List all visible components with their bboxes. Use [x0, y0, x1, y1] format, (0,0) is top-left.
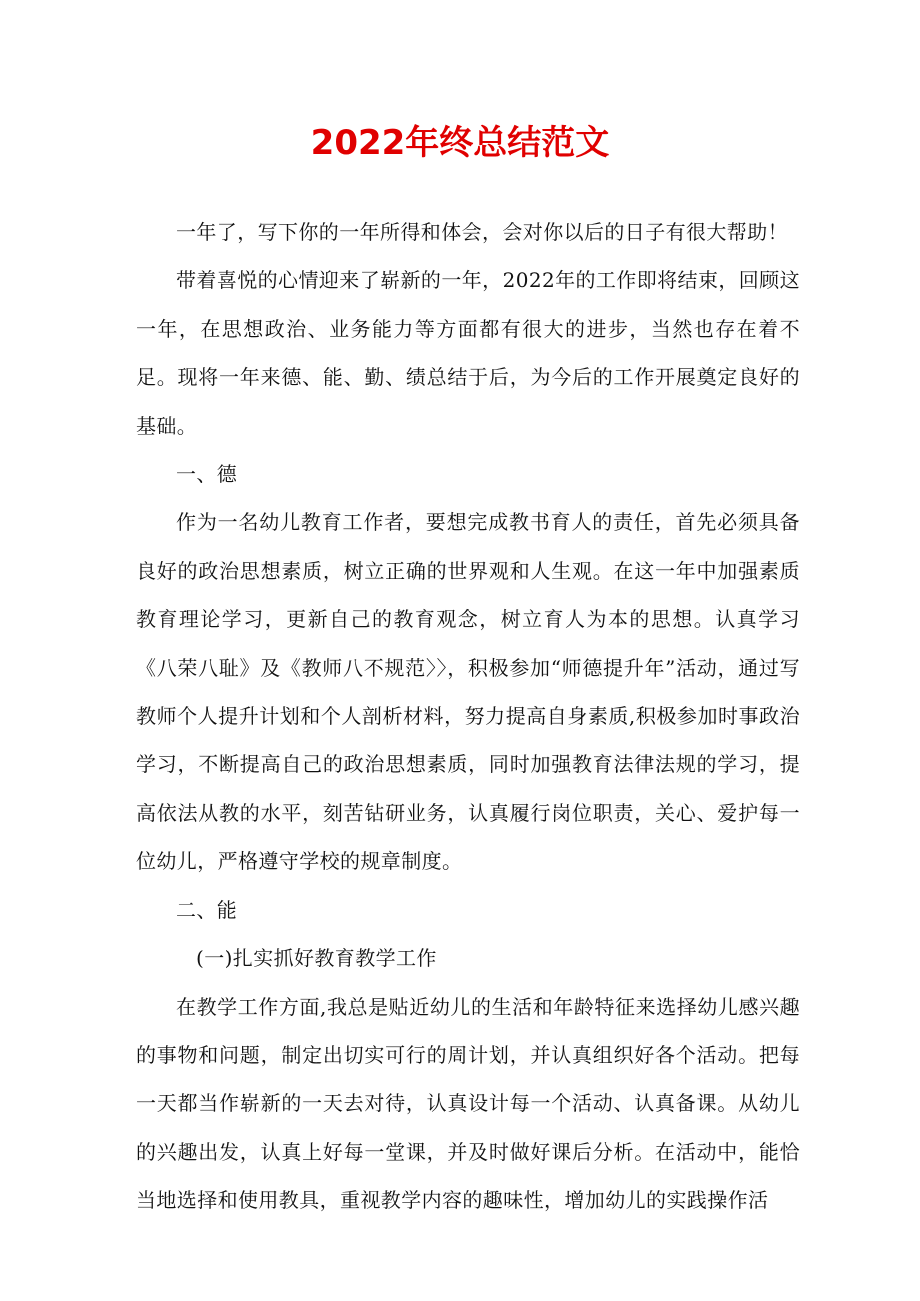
teaching-paragraph: 在教学工作方面,我总是贴近幼儿的生活和年龄特征来选择幼儿感兴趣的事物和问题，制定出切实可行的周计划，并认真组织好各个活动。把每一天都当作崭新的一天去对待，认真设计每一个活动、认真备课。从幼儿的兴趣出发，认真上好每一堂课，并及时做好课后分析。在活动中，能恰当地选择和使用教具，重视教学内容的趣味性，增加幼儿的实践操作活: [136, 994, 800, 1213]
document-title: 2022年终总结范文: [310, 123, 610, 163]
section-heading-neng: 二、能: [176, 897, 238, 922]
document-body: [136, 208, 800, 1225]
section-heading-de: 一、德: [176, 462, 238, 487]
section-de-paragraph: 作为一名幼儿教育工作者，要想完成教书育人的责任，首先必须具备良好的政治思想素质，树立正确的世界观和人生观。在这一年中加强素质教育理论学习，更新自己的教育观念，树立育人为本的思想。认真学习《八荣八耻》及《教师八不规范〉〉，积极参加“师德提升年”活动，通过写教师个人提升计划和个人剖析材料，努力提高自身素质,积极参加时事政治学习，不断提高自己的政治思想素质，同时加强教育法律法规的学习，提高依法从教的水平，刻苦钻研业务，认真履行岗位职责，关心、爱护每一位幼儿，严格遵守学校的规章制度。: [136, 510, 800, 874]
intro-paragraph: 一年了，写下你的一年所得和体会，会对你以后的日子有很大帮助！: [176, 220, 788, 244]
opening-paragraph: 带着喜悦的心情迎来了崭新的一年，2022年的工作即将结束，回顾这一年，在思想政治、业务能力等方面都有很大的进步，当然也存在着不足。现将一年来德、能、勤、绩总结于后，为今后的工作开展奠定良好的基础。: [136, 268, 800, 438]
subsection-heading-teaching: (一)扎实抓好教育教学工作: [196, 946, 437, 971]
